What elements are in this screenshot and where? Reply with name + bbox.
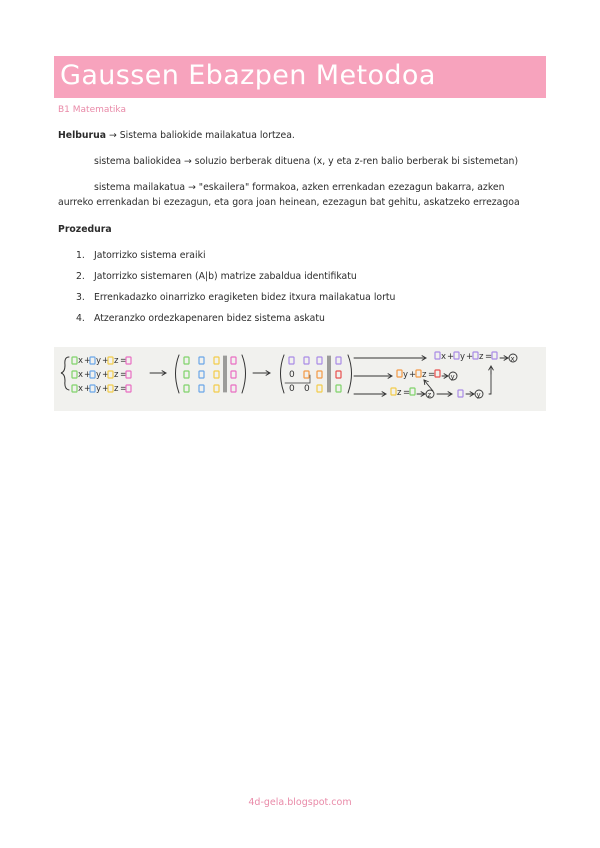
- variable-label: x: [78, 384, 84, 394]
- plus-sign: +: [102, 356, 110, 366]
- definition-mailakatua-1: sistema mailakatua → "eskailera" formakoa, azken errenkadan ezezagun bakarra, azken: [94, 182, 505, 193]
- page-title: Gaussen Ebazpen Metodoa: [60, 60, 436, 91]
- step-number: 1.: [76, 250, 85, 261]
- matrix-entry: [184, 371, 189, 378]
- helburua-text: → Sistema baliokide mailakatua lortzea.: [106, 130, 295, 141]
- echelon-entry: [317, 385, 322, 392]
- matrix-entry: [199, 357, 204, 364]
- substituted-box: [458, 390, 463, 397]
- variable-label: y: [96, 370, 102, 380]
- gauss-diagram: [54, 347, 546, 411]
- rhs-box: [435, 370, 440, 377]
- variable-label: x: [78, 370, 84, 380]
- matrix-entry: [184, 357, 189, 364]
- echelon-entry: [317, 371, 322, 378]
- step-number: 2.: [76, 271, 85, 282]
- helburua-label: Helburua: [58, 130, 107, 141]
- echelon-entry: [289, 357, 294, 364]
- echelon-paren-left: [281, 355, 285, 393]
- matrix-entry: [184, 385, 189, 392]
- equals-sign: =: [428, 370, 436, 380]
- definition-baliokidea: sistema baliokidea → soluzio berberak dituena (x, y eta z-ren balio berberak bi sistemetan): [94, 156, 519, 167]
- definition-mailakatua-2: aurreko errenkadan bi ezezagun, eta gora joan heinean, ezezagun bat gehitu, askatzeko errezagoa: [58, 197, 520, 208]
- rhs-box: [492, 352, 497, 359]
- procedure-step: [76, 271, 357, 282]
- coefficient-box: [416, 370, 421, 377]
- variable-label: z: [397, 388, 402, 398]
- matrix-rhs-entry: [231, 385, 236, 392]
- equals-sign: =: [485, 352, 493, 362]
- coefficient-box: [397, 370, 402, 377]
- procedure-step: [76, 250, 206, 261]
- variable-label: y: [96, 384, 102, 394]
- equals-sign: =: [120, 370, 128, 380]
- echelon-entry: [336, 357, 341, 364]
- plus-sign: +: [466, 352, 474, 362]
- variable-label: z: [422, 370, 427, 380]
- variable-label: z: [114, 356, 119, 366]
- variable-label: y: [403, 370, 409, 380]
- echelon-entry: [304, 357, 309, 364]
- helburua-line: [58, 130, 295, 141]
- plus-sign: +: [84, 370, 92, 380]
- step-text: Atzeranzko ordezkapenaren bidez sistema askatu: [94, 313, 325, 324]
- plus-sign: +: [102, 384, 110, 394]
- page-subtitle: B1 Matematika: [58, 105, 126, 115]
- plus-sign: +: [84, 356, 92, 366]
- plus-sign: +: [102, 370, 110, 380]
- matrix-paren-left: [176, 355, 180, 393]
- variable-label: x: [78, 356, 84, 366]
- coefficient-box: [72, 371, 77, 378]
- matrix-entry: [214, 371, 219, 378]
- footer-link: 4d-gela.blogspot.com: [248, 797, 352, 808]
- solution-x: x: [510, 355, 515, 363]
- matrix-entry: [214, 385, 219, 392]
- matrix-paren-right: [242, 355, 246, 393]
- step-number: 4.: [76, 313, 85, 324]
- plus-sign: +: [409, 370, 417, 380]
- variable-label: y: [460, 352, 466, 362]
- coefficient-box: [473, 352, 478, 359]
- plus-sign: +: [447, 352, 455, 362]
- step-text: Errenkadazko oinarrizko eragiketen bidez itxura mailakatua lortu: [94, 292, 396, 303]
- procedure-heading: Prozedura: [58, 224, 112, 235]
- matrix-entry: [214, 357, 219, 364]
- matrix-rhs-entry: [231, 371, 236, 378]
- gauss-diagram-svg: [54, 347, 546, 411]
- left-brace: [61, 357, 69, 390]
- coefficient-box: [72, 357, 77, 364]
- echelon-entry: [304, 371, 309, 378]
- step-text: Jatorrizko sistemaren (A|b) matrize zabaldua identifikatu: [94, 271, 357, 282]
- zero-entry: 0: [289, 370, 295, 380]
- variable-label: y: [96, 356, 102, 366]
- variable-label: z: [114, 384, 119, 394]
- equals-sign: =: [120, 356, 128, 366]
- coefficient-box: [391, 388, 396, 395]
- coefficient-box: [72, 385, 77, 392]
- matrix-entry: [199, 371, 204, 378]
- feedback-line: [489, 371, 491, 394]
- equals-sign: =: [120, 384, 128, 394]
- step-number: 3.: [76, 292, 85, 303]
- procedure-step: [76, 313, 325, 324]
- solution-z: z: [427, 391, 432, 399]
- matrix-rhs-entry: [231, 357, 236, 364]
- variable-label: z: [479, 352, 484, 362]
- zero-entry: 0: [289, 384, 295, 394]
- procedure-step: [76, 292, 395, 303]
- variable-label: x: [441, 352, 447, 362]
- echelon-entry: [336, 371, 341, 378]
- echelon-entry: [317, 357, 322, 364]
- variable-label: z: [114, 370, 119, 380]
- step-text: Jatorrizko sistema eraiki: [94, 250, 206, 261]
- coefficient-box: [454, 352, 459, 359]
- plus-sign: +: [84, 384, 92, 394]
- equals-sign: =: [403, 388, 411, 398]
- echelon-paren-right: [348, 355, 352, 393]
- solution-y: y: [450, 373, 455, 381]
- solution-y-final: y: [476, 391, 481, 399]
- coefficient-box: [435, 352, 440, 359]
- zero-entry: 0: [304, 384, 310, 394]
- echelon-entry: [336, 385, 341, 392]
- rhs-box: [410, 388, 415, 395]
- matrix-entry: [199, 385, 204, 392]
